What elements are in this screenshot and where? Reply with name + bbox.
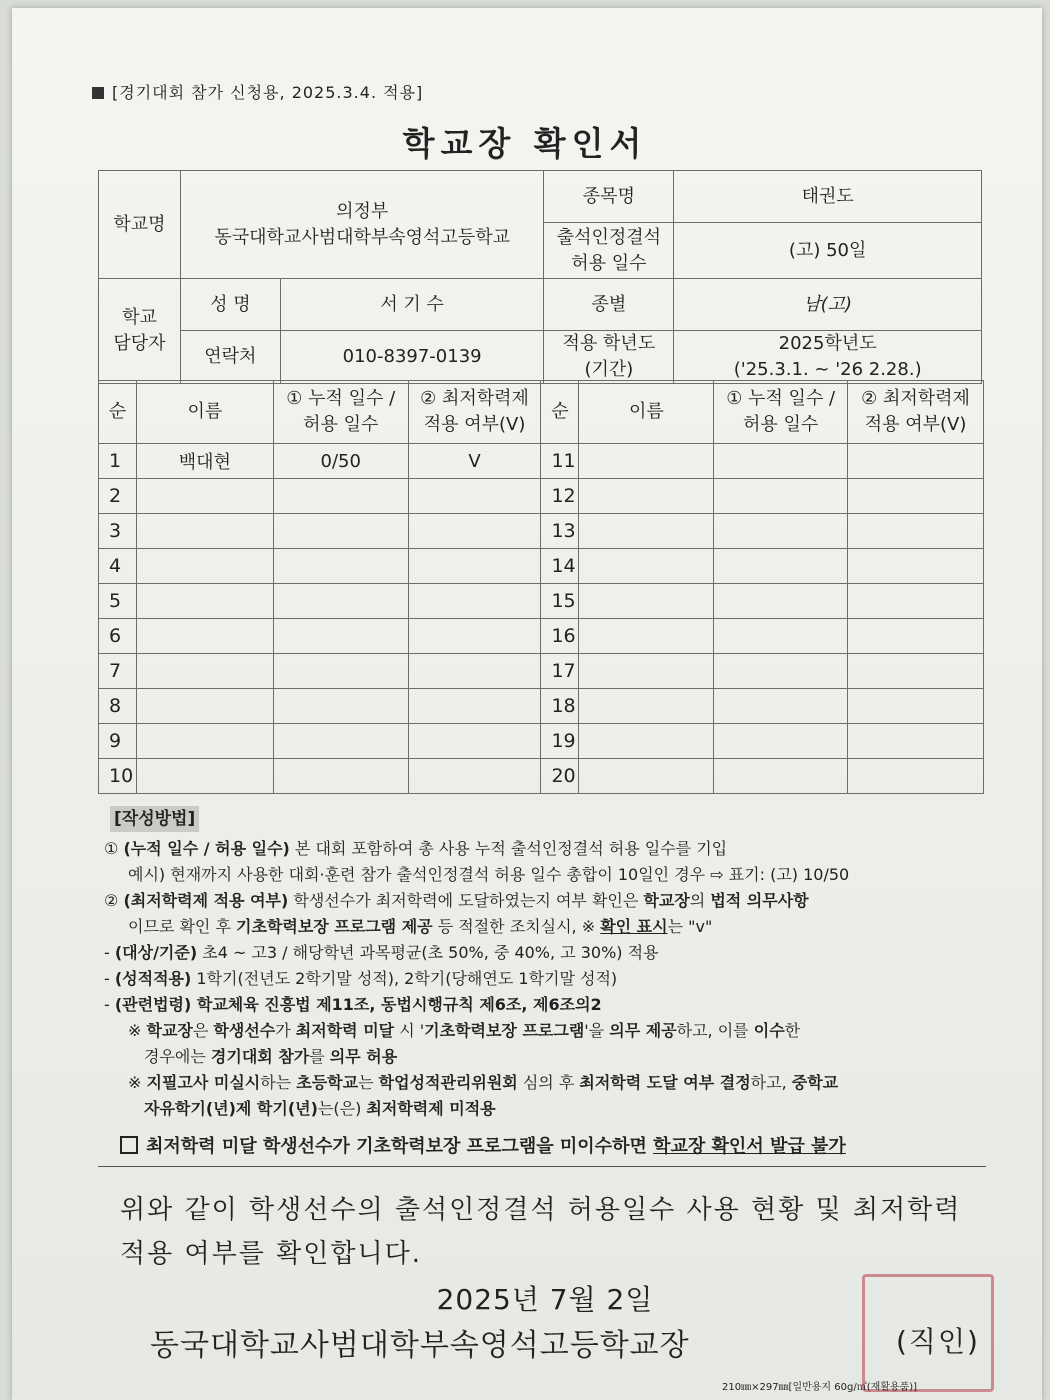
student-name — [579, 759, 714, 794]
school-cell — [180, 171, 544, 279]
square-bullet-icon — [92, 87, 104, 99]
table-row — [99, 549, 984, 584]
min-check-cell — [848, 514, 984, 549]
row-number: 3 — [99, 514, 137, 549]
student-name — [579, 724, 714, 759]
row-number: 2 — [99, 479, 137, 514]
student-name — [579, 619, 714, 654]
student-name — [579, 479, 714, 514]
student-name: 백대현 — [136, 444, 273, 479]
days-cell — [714, 444, 848, 479]
min-check-cell — [408, 549, 541, 584]
row-number: 13 — [541, 514, 579, 549]
days-cell — [273, 584, 408, 619]
table-row — [99, 689, 984, 724]
school-label: 학교명 — [99, 171, 181, 279]
min-check-cell — [848, 584, 984, 619]
student-name — [136, 479, 273, 514]
min-check-cell — [848, 549, 984, 584]
days-cell — [273, 479, 408, 514]
days-cell — [714, 689, 848, 724]
school-region: 의정부 — [336, 200, 389, 222]
notice-line: 최저학력 미달 학생선수가 기초학력보장 프로그램을 미이수하면 학교장 확인서 발급 불가 — [120, 1132, 846, 1158]
student-name — [579, 654, 714, 689]
row-number: 10 — [99, 759, 137, 794]
guide-line: - (성적적용) 1학기(전년도 2학기말 성적), 2학기(당해연도 1학기말 성적) — [104, 969, 618, 988]
min-check-cell — [848, 444, 984, 479]
days-cell — [273, 689, 408, 724]
header-no: 순 — [541, 381, 579, 444]
min-check-cell — [848, 759, 984, 794]
name-label: 성 명 — [180, 279, 280, 331]
row-number: 4 — [99, 549, 137, 584]
sport-label: 종목명 — [544, 171, 674, 223]
days-cell — [273, 514, 408, 549]
absence-value: (고) 50일 — [674, 223, 982, 279]
row-number: 11 — [541, 444, 579, 479]
table-row — [99, 619, 984, 654]
student-name — [136, 549, 273, 584]
header-min: ② 최저학력제 적용 여부(V) — [848, 381, 984, 444]
min-check-cell — [408, 689, 541, 724]
header-no: 순 — [99, 381, 137, 444]
guide-line: ② (최저학력제 적용 여부) 학생선수가 최저학력에 도달하였는지 여부 확인은 학교장의 법적 의무사항 — [104, 891, 809, 910]
min-check-cell — [848, 479, 984, 514]
student-name — [136, 514, 273, 549]
days-cell — [273, 759, 408, 794]
guide-line: 예시) 현재까지 사용한 대회·훈련 참가 출석인정결석 허용 일수 총합이 10일인 경우 ⇨ 표기: (고) 10/50 — [128, 865, 850, 884]
min-check-cell — [848, 654, 984, 689]
header-days: ① 누적 일수 / 허용 일수 — [714, 381, 848, 444]
gender-label: 종별 — [544, 279, 674, 331]
row-number: 20 — [541, 759, 579, 794]
guide-line: 이므로 확인 후 기초학력보장 프로그램 제공 등 적절한 조치실시, ※ 확인 표시는 "v" — [128, 917, 713, 936]
days-cell — [273, 654, 408, 689]
table-row — [99, 759, 984, 794]
table-row — [99, 479, 984, 514]
seal-label: (직인) — [896, 1325, 980, 1358]
row-number: 5 — [99, 584, 137, 619]
roster-header-row — [99, 381, 984, 444]
issue-date: 2025년 7월 2일 — [436, 1283, 654, 1316]
min-check-cell — [408, 724, 541, 759]
student-name — [136, 619, 273, 654]
arrow-box-icon — [120, 1136, 138, 1154]
min-check-cell — [408, 479, 541, 514]
sport-value: 태권도 — [674, 171, 982, 223]
table-row — [99, 514, 984, 549]
guide-line: ① (누적 일수 / 허용 일수) 본 대회 포함하여 총 사용 누적 출석인정결석 허용 일수를 기입 — [104, 839, 728, 858]
principal-title: 동국대학교사범대학부속영석고등학교장 — [150, 1328, 690, 1363]
manager-label: 학교 담당자 — [99, 279, 181, 384]
days-cell — [714, 514, 848, 549]
info-table — [98, 170, 982, 384]
min-check-cell — [408, 759, 541, 794]
days-cell — [714, 584, 848, 619]
student-name — [136, 584, 273, 619]
row-number: 15 — [541, 584, 579, 619]
min-check-cell — [408, 619, 541, 654]
days-cell — [273, 724, 408, 759]
gender-value: 남(고) — [674, 279, 982, 331]
days-cell — [714, 479, 848, 514]
header-days: ① 누적 일수 / 허용 일수 — [273, 381, 408, 444]
days-cell — [714, 619, 848, 654]
page-title: 학교장 확인서 — [402, 124, 648, 163]
days-cell: 0/50 — [273, 444, 408, 479]
row-number: 9 — [99, 724, 137, 759]
guide-line: - (대상/기준) 초4 ~ 고3 / 해당학년 과목평균(초 50%, 중 40%, 고 30%) 적용 — [104, 943, 659, 962]
paper-size-footer: 210㎜×297㎜[일반용지 60g/㎡(재활용품)] — [722, 1382, 918, 1393]
table-row — [99, 444, 984, 479]
days-cell — [714, 654, 848, 689]
row-number: 17 — [541, 654, 579, 689]
roster-table — [98, 380, 984, 794]
student-name — [579, 689, 714, 724]
student-name — [579, 514, 714, 549]
days-cell — [714, 724, 848, 759]
header-name: 이름 — [579, 381, 714, 444]
form-note: [경기대회 참가 신청용, 2025.3.4. 적용] — [92, 80, 423, 103]
min-check-cell — [848, 619, 984, 654]
student-name — [579, 584, 714, 619]
student-name — [136, 689, 273, 724]
table-row — [99, 724, 984, 759]
row-number: 7 — [99, 654, 137, 689]
year-label: 적용 학년도 (기간) — [544, 331, 674, 384]
student-name — [579, 549, 714, 584]
name-value: 서 기 수 — [280, 279, 544, 331]
min-check-cell — [408, 584, 541, 619]
writing-guide — [104, 806, 994, 1122]
row-number: 18 — [541, 689, 579, 724]
row-number: 1 — [99, 444, 137, 479]
days-cell — [273, 549, 408, 584]
guide-line: 자유학기(년)제 학기(년)는(은) 최저학력제 미적용 — [144, 1099, 496, 1118]
confirmation-text: 위와 같이 학생선수의 출석인정결석 허용일수 사용 현황 및 최저학력 적용 여부를 확인합니다. — [120, 1195, 962, 1269]
min-check-cell — [848, 689, 984, 724]
divider — [98, 1166, 986, 1167]
row-number: 14 — [541, 549, 579, 584]
header-name: 이름 — [136, 381, 273, 444]
days-cell — [273, 619, 408, 654]
days-cell — [714, 549, 848, 584]
min-check-cell — [848, 724, 984, 759]
row-number: 12 — [541, 479, 579, 514]
guide-line: ※ 지필고사 미실시하는 초등학교는 학업성적관리위원회 심의 후 최저학력 도달 여부 결정하고, 중학교 — [128, 1073, 839, 1092]
header-min: ② 최저학력제 적용 여부(V) — [408, 381, 541, 444]
student-name — [136, 724, 273, 759]
row-number: 19 — [541, 724, 579, 759]
row-number: 16 — [541, 619, 579, 654]
absence-label: 출석인정결석 허용 일수 — [544, 223, 674, 279]
year-value: 2025학년도 ('25.3.1. ~ '26 2.28.) — [674, 331, 982, 384]
min-check-cell: V — [408, 444, 541, 479]
days-cell — [714, 759, 848, 794]
guide-line: - (관련법령) 학교체육 진흥법 제11조, 동법시행규칙 제6조, 제6조의2 — [104, 995, 602, 1014]
contact-value: 010-8397-0139 — [280, 331, 544, 384]
school-name: 동국대학교사범대학부속영석고등학교 — [214, 226, 510, 248]
student-name — [579, 444, 714, 479]
table-row — [99, 654, 984, 689]
contact-label: 연락처 — [180, 331, 280, 384]
guide-line: 경우에는 경기대회 참가를 의무 허용 — [144, 1047, 398, 1066]
min-check-cell — [408, 654, 541, 689]
guide-line: ※ 학교장은 학생선수가 최저학력 미달 시 '기초학력보장 프로그램'을 의무 제공하고, 이를 이수한 — [128, 1021, 801, 1040]
min-check-cell — [408, 514, 541, 549]
guide-section-title: [작성방법] — [110, 806, 199, 832]
student-name — [136, 654, 273, 689]
row-number: 6 — [99, 619, 137, 654]
student-name — [136, 759, 273, 794]
row-number: 8 — [99, 689, 137, 724]
table-row — [99, 584, 984, 619]
